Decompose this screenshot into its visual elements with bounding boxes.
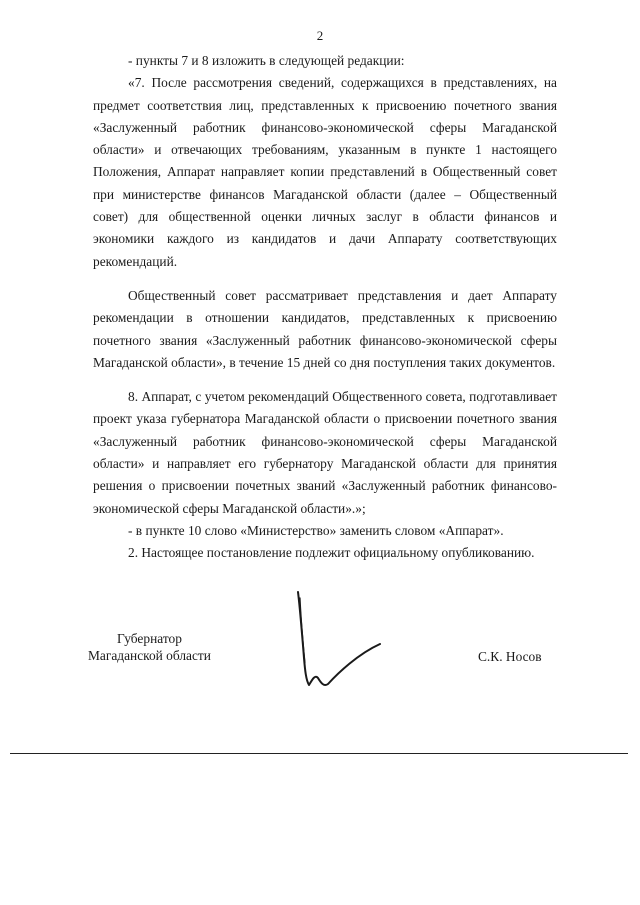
document-body <box>93 50 557 565</box>
clause-7-paragraph: «7. После рассмотрения сведений, содержащихся в представлениях, на предмет соответствия лиц, представленных к присвоению почетного звания «Заслуженный работник финансово-экономической сферы Магаданской области» и отвечающих требованиям, указанным в пункте 1 настоящего Положения, Аппарат направляет копии представлений в Общественный совет при министерстве финансов Магаданской области (далее – Общественный совет) для общественной оценки личных заслуг в области финансов и экономики каждого из кандидатов и дачи Аппарату соответствующих рекомендаций. <box>93 75 557 269</box>
clause-8-paragraph: 8. Аппарат, с учетом рекомендаций Общественного совета, подготавливает проект указа губернатора Магаданской области о присвоении почетного звания «Заслуженный работник финансово-экономической сферы Магаданской области» и направляет его губернатору Магаданской области для принятия решения о присвоении почетных званий «Заслуженный работник финансово-экономической сферы Магаданской области».»; <box>93 389 557 516</box>
bottom-rule <box>10 753 628 754</box>
signatory-title <box>88 630 211 664</box>
page-number: 2 <box>316 28 324 43</box>
signatory-title-line2: Магаданской области <box>88 648 211 663</box>
public-council-paragraph: Общественный совет рассматривает представления и дает Аппарату рекомендации в отношении кандидатов, представленных к присвоению почетного звания «Заслуженный работник финансово-экономической сферы Магаданской области», в течение 15 дней со дня поступления таких документов. <box>93 287 557 370</box>
signer-name: С.К. Носов <box>478 649 542 664</box>
clause-10-amendment: - в пункте 10 слово «Министерство» заменить словом «Аппарат». <box>128 522 504 538</box>
signatory-title-line1: Губернатор <box>117 631 182 646</box>
publication-clause: 2. Настоящее постановление подлежит официальному опубликованию. <box>128 545 535 561</box>
amendment-intro: - пункты 7 и 8 изложить в следующей редакции: <box>128 53 405 68</box>
handwritten-signature <box>288 588 398 698</box>
